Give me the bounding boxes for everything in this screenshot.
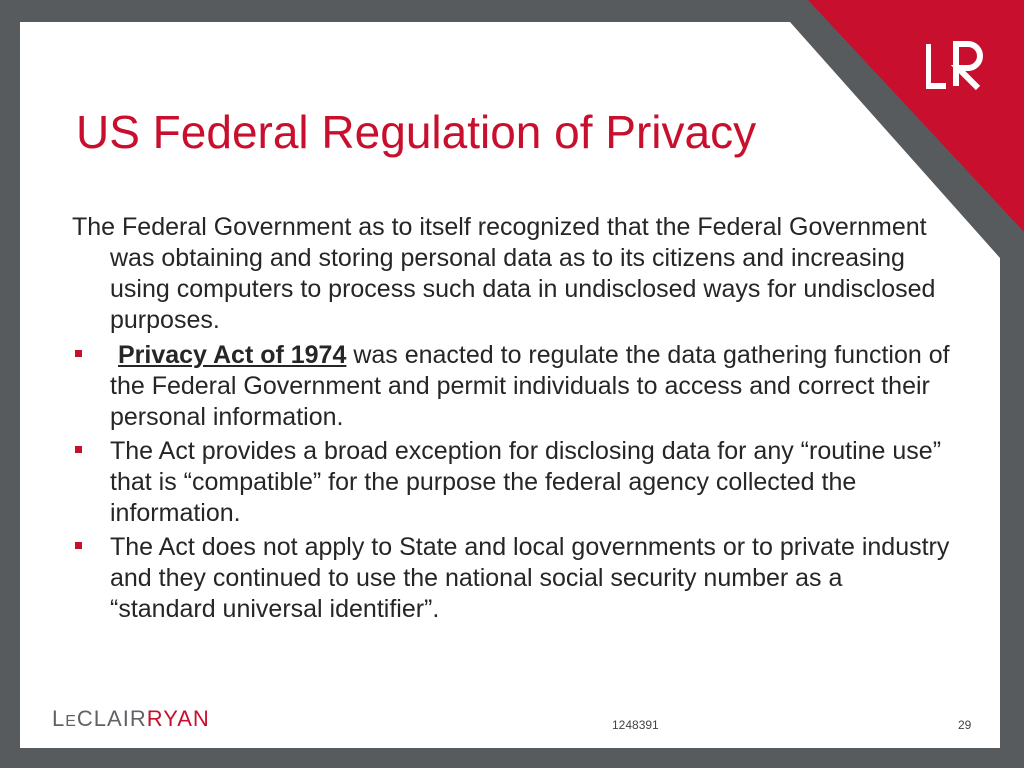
bullet-item-privacy-act — [72, 340, 952, 433]
bullet-item-routine-use — [72, 436, 952, 529]
slide-body — [72, 212, 952, 628]
intro-paragraph: The Federal Government as to itself recognized that the Federal Government was obtaining and storing personal data as to its citizens and increasing using computers to process such data in undisclosed ways for undisclosed purposes. — [72, 213, 936, 334]
bullet-item-state-local — [72, 532, 952, 625]
slide-title: US Federal Regulation of Privacy — [76, 106, 757, 158]
logo-text-clair: CLAIR — [76, 706, 147, 731]
bullet-text: was enacted to regulate the data gathering function of the Federal Government and permit individuals to access and correct their personal information. — [110, 341, 950, 431]
bullet-square-icon — [75, 446, 82, 453]
bullet-list — [72, 340, 952, 625]
privacy-act-link[interactable]: Privacy Act of 1974 — [118, 341, 347, 369]
page-number: 29 — [958, 718, 972, 732]
logo-text-ryan: RYAN — [146, 706, 210, 731]
bullet-square-icon — [75, 542, 82, 549]
leclairryan-logo — [52, 706, 210, 732]
bullet-text: The Act does not apply to State and local governments or to private industry and they continued to use the national social security number as a “standard universal identifier”. — [110, 533, 950, 623]
logo-text-l: L — [52, 706, 66, 731]
bullet-square-icon — [75, 350, 82, 357]
bullet-text: The Act provides a broad exception for disclosing data for any “routine use” that is “compatible” for the purpose the federal agency collected the information. — [110, 437, 942, 527]
document-number: 1248391 — [612, 718, 659, 732]
lr-monogram-icon — [926, 40, 984, 92]
logo-text-e: E — [65, 713, 77, 730]
